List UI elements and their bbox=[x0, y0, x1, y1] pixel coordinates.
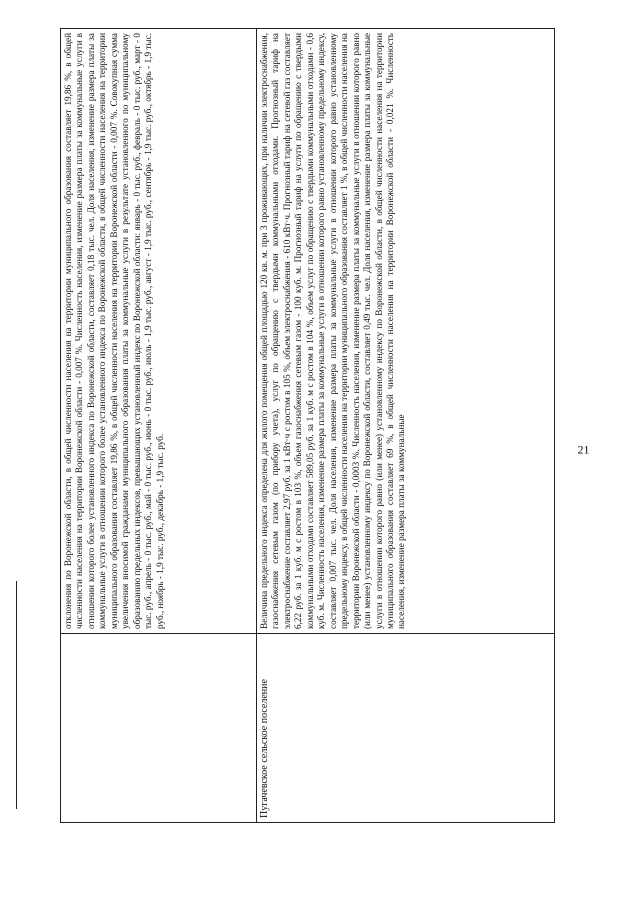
table-row bbox=[61, 29, 257, 823]
table-row bbox=[257, 29, 555, 823]
municipality-name-cell bbox=[61, 634, 257, 823]
footer-rule bbox=[16, 581, 17, 809]
municipality-table bbox=[60, 28, 555, 823]
page-number: 21 bbox=[577, 442, 590, 457]
municipality-name-cell: Пугачевское сельское поселение bbox=[257, 634, 555, 823]
index-description-cell: Величина предельного индекса определена для жилого помещения общей площадью 120 кв. м. при 3 проживающих, при наличии электроснабжения, газоснабжения сетевым газом (по прибору учета), услуг по обращению с твердыми коммунальными отходами. Прогнозный тариф на электроснабжение составляет 2,97 руб. за 1 кВт·ч с ростом в 105 %, объем электроснабжения - 610 кВт·ч. Прогнозный тариф на сетевой газ составляет 6,22 руб. за 1 куб. м с ростом в 103 %, объем газоснабжения сетевым газом - 100 куб. м. Прогнозный тариф на услуги по обращению с твердыми коммунальными отходами составляет 589,05 руб. за 1 куб. м с ростом в 104 %, объем услуг по обращению с твердыми коммунальными отходами - 0,6 куб. м. Численность населения, изменение размера платы за коммунальные услуги в отношении которого равно установленному предельному индексу, составляет 0,007 тыс. чел. Доля населения, изменение размера платы за коммунальные услуги в отношении которого равно установленному предельному индексу, в общей численности населения на территории муниципального образования составляет 1 %, в общей численности населения на территории Воронежской области - 0,0003 %. Численность населения, изменение размера платы за коммунальные услуги в отношении которого равно (или менее) установленному индексу по Воронежской области, составляет 0,49 тыс. чел. Доля населения, изменение размера платы за коммунальные услуги в отношении которого равно (или менее) установленному индексу по Воронежской области, в общей численности населения на территории муниципального образования составляет 69 %, в общей численности населения на территории Воронежской области - 0,021 %. Численность населения, изменение размера платы за коммунальные bbox=[257, 29, 555, 634]
index-description-cell: отклонения по Воронежской области, в общей численности населения на территории муниципального образования составляет 19,86 %, в общей численности населения на территории Воронежской области - 0,007 %. Численность населения, изменение размера платы за коммунальные услуги в отношении которого более установленного индекса по Воронежской области, составляет 0,18 тыс. чел. Доля населения, изменение размера платы за коммунальные услуги в отношении которого более установленного индекса по Воронежской области, в общей численности населения на территории муниципального образования составляет 19,86 %, в общей численности населения на территории Воронежской области - 0,007 %. Совокупная сумма увеличения вносимой гражданами муниципального образования платы за коммунальные услуги в результате установленного по муниципальному образованию предельных индексов, превышающих установленный индекс по Воронежской области: январь - 0 тыс. руб., февраль - 0 тыс. руб., март - 0 тыс. руб., апрель - 0 тыс. руб., май - 0 тыс. руб., июнь - 0 тыс. руб., июль - 1,9 тыс. руб., август - 1,9 тыс. руб., сентябрь - 1,9 тыс. руб., октябрь - 1,9 тыс. руб., ноябрь - 1,9 тыс. руб., декабрь - 1,9 тыс. руб. bbox=[61, 29, 257, 634]
